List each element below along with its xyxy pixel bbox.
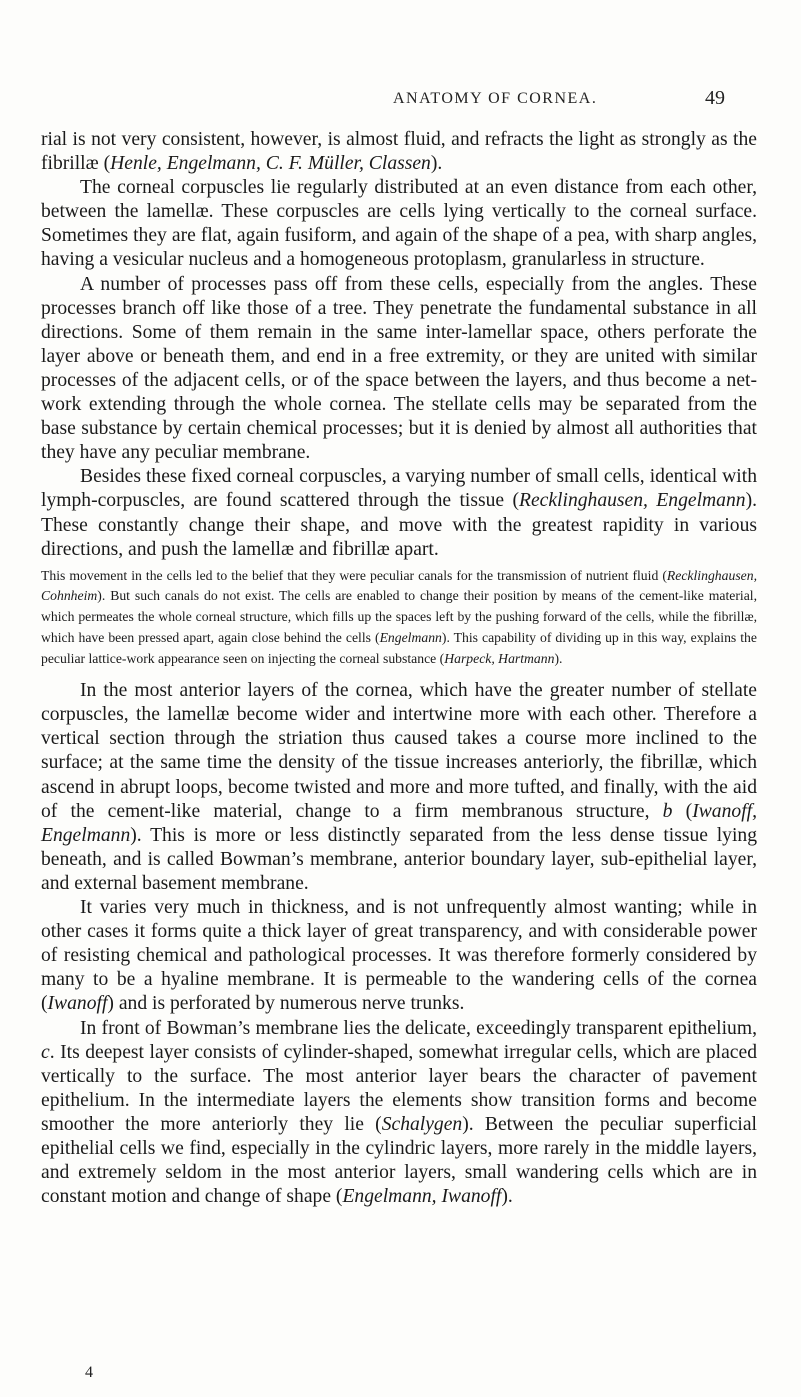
text-run: ). <box>501 1186 513 1208</box>
paragraph-6 <box>41 679 757 896</box>
citation: Recklinghausen, Cohnheim <box>41 567 757 604</box>
text-run: ). But such canals do not exist. The cells are enabled to change their position by means of the cement-like material, which permeates the whole corneal structure, which fills up the spaces left by the pushing forward of the cells, while the fibrillæ, which have been pressed apart, again close behind the cells ( <box>41 588 757 645</box>
text-run: ( <box>672 800 693 822</box>
text-run: ). <box>430 153 443 175</box>
paragraph-4 <box>41 465 757 561</box>
citation: Iwanoff <box>47 993 108 1015</box>
text-run: ). This capability of dividing up in this way, explains the peculiar lattice-work appearance seen on injecting the corneal substance ( <box>41 629 757 666</box>
text-run: It varies very much in thickness, and is not unfrequently almost wanting; while in other cases it forms quite a thick layer of great transparency, and with considerable power of resisting chemical and pathological processes. It was therefore formerly considered by many to be a hyaline membrane. It is permeable to the wandering cells of the cornea ( <box>41 897 757 1015</box>
signature-mark: 4 <box>85 1364 93 1381</box>
text-run: rial is not very consistent, however, is almost fluid, and refracts the light as strongly as the fibrillæ ( <box>41 129 757 175</box>
text-run: . Its deepest layer consists of cylinder-shaped, somewhat irregular cells, which are placed vertically to the surface. The most anterior layer bears the character of pavement epithelium. In the intermediate layers the elements show transition forms and become smoother the more anteriorly they lie ( <box>41 1041 757 1135</box>
citation: Recklinghausen, Engelmann <box>519 490 746 512</box>
text-run: ). <box>554 650 563 666</box>
text-run: ) and is perforated by numerous nerve trunks. <box>107 993 465 1015</box>
paragraph-8 <box>41 1017 757 1210</box>
citation: Henle, Engelmann, C. F. Müller, Classen <box>110 153 431 175</box>
paragraph-7 <box>41 896 757 1016</box>
citation: Iwanoff, Engelmann <box>41 800 757 846</box>
text-run: Besides these fixed corneal corpuscles, a varying number of small cells, identical with lymph-corpuscles, are found scattered through the tissue ( <box>41 466 757 512</box>
paragraph-3: A number of processes pass off from these cells, especially from the angles. These processes branch off like those of a tree. They penetrate the fundamental substance in all directions. Some of them remain in the same inter-lamellar space, others perforate the layer above or beneath them, and end in a free extremity, or they are united with similar processes of the adjacent cells, or of the space between the layers, and thus become a net-work extending through the whole cornea. The stellate cells may be separated from the base substance by certain chemical processes; but it is denied by almost all authorities that they have any peculiar membrane. <box>41 273 757 464</box>
text-run: ). These constantly change their shape, and move with the greatest rapidity in various directions, and push the lamellæ and fibrillæ apart. <box>41 490 757 560</box>
figure-reference: c <box>41 1041 50 1063</box>
body-text <box>41 128 757 1209</box>
text-run: In front of Bowman’s membrane lies the delicate, exceedingly transparent epithelium, <box>80 1017 757 1039</box>
citation: Schalygen <box>381 1113 463 1135</box>
text-run: ). Between the peculiar superficial epithelial cells we find, especially in the cylindric layers, more rarely in the middle layers, and extremely seldom in the most anterior layers, small wandering cells which are in constant motion and change of shape ( <box>41 1113 757 1208</box>
text-run: ). This is more or less distinctly separated from the less dense tissue lying beneath, and is called Bowman’s membrane, anterior boundary layer, sub-epithelial layer, and external basement membrane. <box>41 824 757 894</box>
citation: Engelmann, Iwanoff <box>342 1186 502 1208</box>
text-run: This movement in the cells led to the belief that they were peculiar canals for the transmission of nutrient fluid ( <box>41 567 667 583</box>
text-run: In the most anterior layers of the cornea, which have the greater number of stellate corpuscles, the lamellæ become wider and intertwine more with each other. Therefore a vertical section through the striation thus caused takes a course more inclined to the surface; at the same time the density of the tissue increases anteriorly, the fibrillæ, which ascend in abrupt loops, become twisted and more and more tufted, and finally, with the aid of the cement-like material, change to a firm membranous structure, <box>41 680 757 822</box>
citation: Harpeck, Hartmann <box>444 650 555 666</box>
paragraph-1 <box>41 128 757 176</box>
paragraph-2: The corneal corpuscles lie regularly distributed at an even distance from each other, between the lamellæ. These corpuscles are cells lying vertically to the corneal surface. Sometimes they are flat, again fusiform, and again of the shape of a pea, with sharp angles, having a vesicular nucleus and a homogeneous protoplasm, granularless in structure. <box>41 177 757 271</box>
figure-reference: b <box>662 800 673 822</box>
citation: Engelmann <box>379 629 442 645</box>
running-head: ANATOMY OF CORNEA. <box>393 90 598 107</box>
page-number: 49 <box>705 87 725 109</box>
small-print-note <box>41 566 757 670</box>
